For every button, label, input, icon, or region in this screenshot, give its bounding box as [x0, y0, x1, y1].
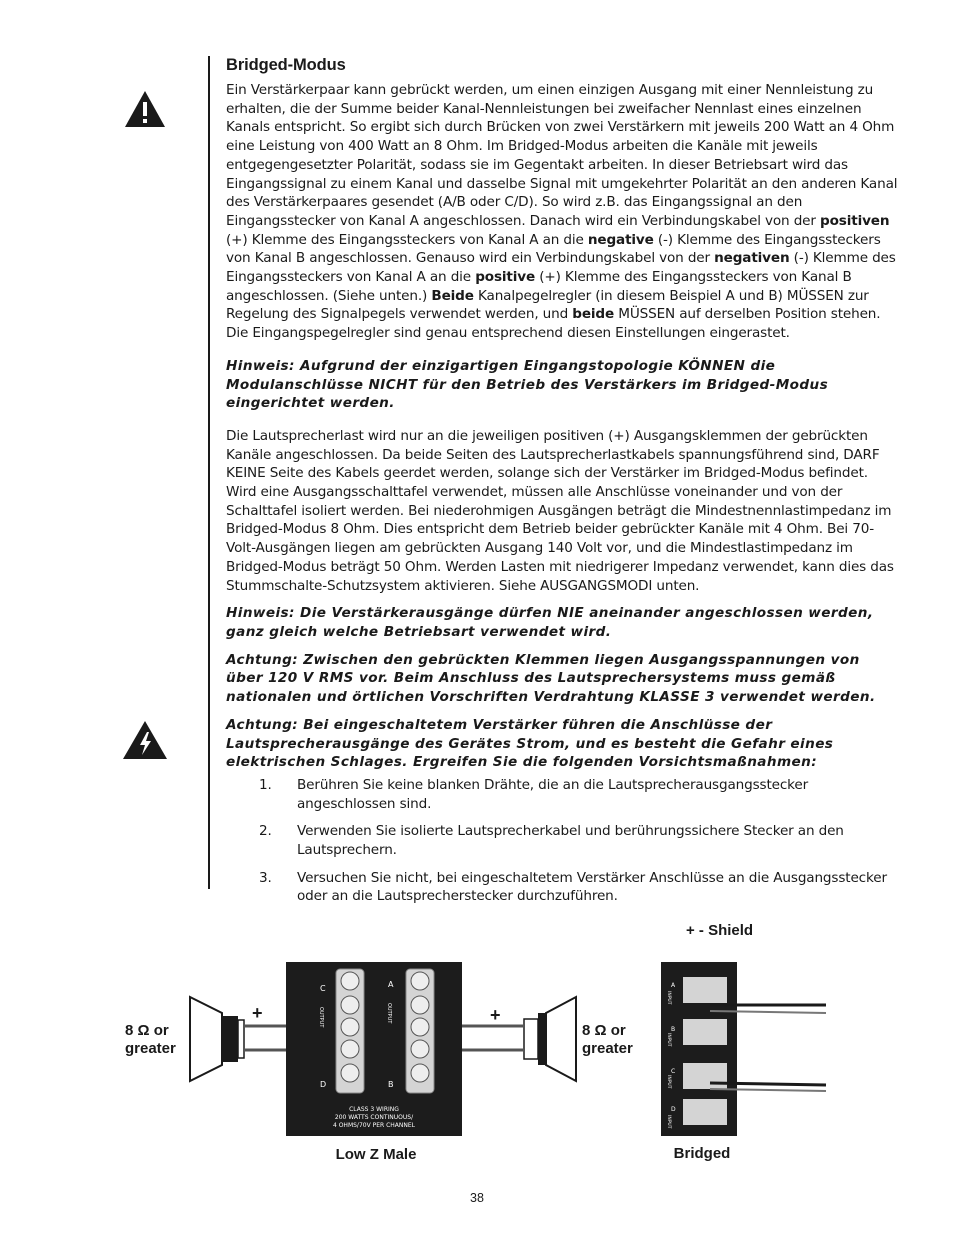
svg-text:OUTPUT: OUTPUT [318, 1007, 324, 1028]
margin-rule [208, 56, 210, 889]
precaution-list [226, 776, 898, 906]
right-speaker-label: greater [582, 1040, 633, 1057]
plus-sign-left: + [252, 1003, 263, 1023]
input-header: + - Shield [686, 922, 754, 939]
left-speaker-label: greater [125, 1040, 176, 1057]
panel-caption: Low Z Male [335, 1146, 417, 1163]
svg-text:A: A [388, 980, 394, 989]
svg-text:INPUT: INPUT [666, 991, 671, 1005]
svg-text:INPUT: INPUT [666, 1075, 671, 1089]
output-panel [286, 962, 462, 1136]
list-item: 1. Berühren Sie keine blanken Drähte, die an die Lautsprecherausgangsstecker angeschlossen sind. [259, 776, 809, 812]
bridged-wiring-diagram [120, 915, 840, 1170]
note-topology: Hinweis: Aufgrund der einzigartigen Eingangstopologie KÖNNEN die Modulanschlüsse NICHT für den Betrieb des Verstärkers im Bridged-Modus eingerichtet werden. [226, 357, 829, 412]
note-outputs: Hinweis: Die Verstärkerausgänge dürfen NIE aneinander angeschlossen werden, ganz gleich welche Betriebsart verwendet wird. [226, 605, 874, 640]
svg-text:D: D [671, 1106, 676, 1113]
list-item: 3. Versuchen Sie nicht, bei eingeschaltetem Verstärker Anschlüsse an die Ausgangsstecker oder an die Lautsprecherstecker durchzuführen. [259, 869, 887, 905]
left-speaker-label: 8 Ω or [125, 1022, 169, 1039]
right-speaker-label: 8 Ω or [582, 1022, 626, 1039]
warning-icon [124, 90, 166, 128]
svg-text:INPUT: INPUT [666, 1115, 671, 1129]
svg-text:C: C [671, 1068, 676, 1075]
svg-text:4 OHMS/70V PER CHANNEL: 4 OHMS/70V PER CHANNEL [332, 1122, 416, 1129]
intro-paragraph: Ein Verstärkerpaar kann gebrückt werden, um einen einzigen Ausgang mit einer Nennleistung zu erhalten, die der Summe beider Kanal-Nennleistungen bei zweifacher Nennlast eines einzelnen Kanals entspricht. So ergibt sich durch Brücken von zwei Verstärkern mit jeweils 200 Watt an 4 Ohm eine Leistung von 400 Watt an 8 Ohm. Im Bridged-Modus arbeiten die Kanäle mit jeweils entgegengesetzter Polarität, sodass sie im Gegentakt arbeiten. In dieser Betriebsart wird das Eingangssignal zu einem Kanal und dasselbe Signal mit umgekehrter Polarität an den anderen Kanal des Verstärkerpaares gesendet (A/B oder C/D). So wird z.B. das Eingangssignal an den Eingangsstecker von Kanal A angeschlossen. Danach wird ein Verbindungskabel von der positiven (+) Klemme des Eingangssteckers von Kanal A an die negative (-) Klemme des Eingangssteckers von Kanal B angeschlossen. Genauso wird ein Verbindungskabel von der negativen (-) Klemme des Eingangssteckers von Kanal A an die positive (+) Klemme des Eingangssteckers von Kanal B angeschlossen. (Siehe unten.) Beide Kanalpegelregler (in diesem Beispiel A und B) MÜSSEN zur Regelung des Signalpegels verwendet werden, und beide MÜSSEN auf derselben Position stehen. Die Eingangspegelregler sind genau entsprechend diesen Einstellungen eingerastet. [226, 82, 898, 342]
svg-text:C: C [320, 984, 326, 993]
right-speaker-icon [524, 997, 576, 1081]
section-title: Bridged-Modus [226, 56, 346, 74]
caution-voltage: Achtung: Zwischen den gebrückten Klemmen liegen Ausgangsspannungen von über 120 V RMS vor. Beim Anschluss des Lautsprechersystems muss gemäß nationalen und örtlichen Vorschriften Verdrahtung KLASSE 3 verwendet werden. [226, 651, 876, 706]
svg-text:B: B [388, 1080, 394, 1089]
input-panel [660, 962, 737, 1136]
input-caption: Bridged [673, 1145, 731, 1162]
svg-text:INPUT: INPUT [666, 1033, 671, 1047]
caution-shock: Achtung: Bei eingeschaltetem Verstärker führen die Anschlüsse der Lautsprecherausgänge des Gerätes Strom, und es besteht die Gefahr eines elektrischen Schlages. Ergreifen Sie die folgenden Vorsichtsmaßnahmen: [226, 716, 834, 771]
svg-text:OUTPUT: OUTPUT [386, 1003, 392, 1024]
svg-text:D: D [320, 1080, 327, 1089]
svg-text:CLASS 3 WIRING: CLASS 3 WIRING [349, 1106, 399, 1113]
page-number: 38 [470, 1191, 484, 1205]
main-content [226, 56, 898, 915]
svg-text:A: A [671, 982, 676, 989]
svg-text:200 WATTS CONTINUOUS/: 200 WATTS CONTINUOUS/ [334, 1114, 414, 1121]
load-paragraph: Die Lautsprecherlast wird nur an die jeweiligen positiven (+) Ausgangsklemmen der gebrückten Kanäle angeschlossen. Da beide Seiten des Lautsprecherlastkabels spannungsführend sind, DARF KEINE Seite des Kabels geerdet werden, solange sich der Verstärker im Bridged-Modus befindet. Wird eine Ausgangsschalttafel verwendet, müssen alle Anschlüsse voneinander und von der Schalttafel isoliert werden. Bei niederohmigen Ausgängen beträgt die Mindestnennlastimpedanz im Bridged-Modus 8 Ohm. Dies entspricht dem Betrieb beider gebrückter Kanäle mit 4 Ohm. Bei 70-Volt-Ausgängen liegen am gebrückten Ausgang 140 Volt vor, und die Mindestlastimpedanz im Bridged-Modus beträgt 50 Ohm. Werden Lasten mit niedrigerer Impedanz verwendet, kann dies das Stummschalte-Schutzsystem aktivieren. Siehe AUSGANGSMODI unten. [226, 427, 894, 594]
list-item: 2. Verwenden Sie isolierte Lautsprecherkabel und berührungssichere Stecker an den Lautsprechern. [259, 823, 844, 859]
svg-text:B: B [671, 1026, 676, 1033]
electric-shock-icon [122, 720, 168, 760]
plus-sign-right: + [490, 1005, 501, 1025]
left-speaker-icon [190, 997, 244, 1081]
